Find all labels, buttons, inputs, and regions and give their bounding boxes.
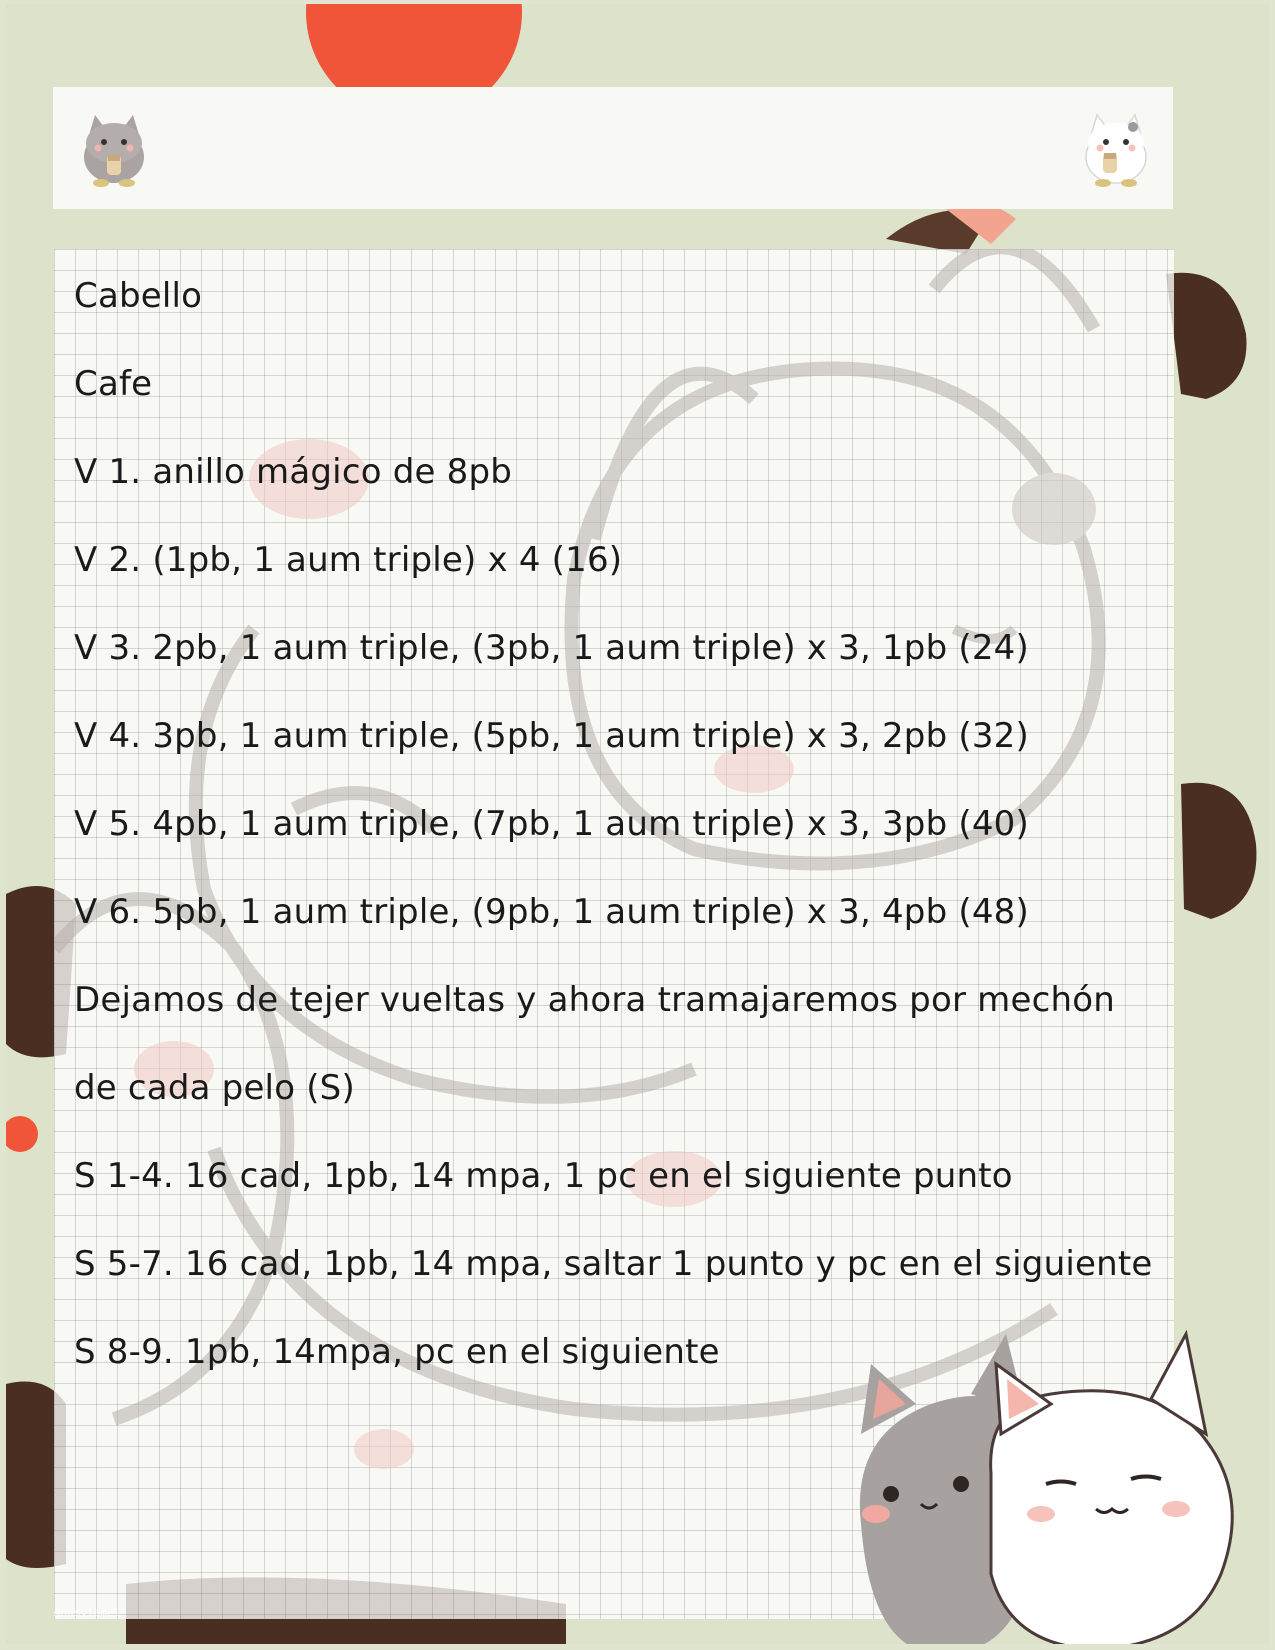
round-5: V 5. 4pb, 1 aum triple, (7pb, 1 aum triple) x 3, 3pb (40): [74, 804, 1029, 844]
round-1: V 1. anillo mágico de 8pb: [74, 452, 513, 492]
round-3: V 3. 2pb, 1 aum triple, (3pb, 1 aum triple) x 3, 1pb (24): [74, 628, 1029, 668]
pattern-color: Cafe: [74, 364, 153, 404]
gray-cat-boba-icon: [71, 105, 157, 191]
round-2: V 2. (1pb, 1 aum triple) x 4 (16): [74, 540, 623, 580]
white-cat-boba-icon: [1073, 105, 1159, 191]
header-band: [53, 87, 1173, 209]
round-6: V 6. 5pb, 1 aum triple, (9pb, 1 aum triple) x 3, 4pb (48): [74, 892, 1029, 932]
page-frame: [6, 4, 1269, 1644]
pattern-instructions: [74, 265, 1164, 1409]
strand-5-7: S 5-7. 16 cad, 1pb, 14 mpa, saltar 1 punto y pc en el siguiente: [74, 1244, 1153, 1284]
pattern-title: Cabello: [74, 276, 203, 316]
instruction-note-line-2: de cada pelo (S): [74, 1068, 355, 1108]
hugging-cats-illustration: [821, 1324, 1261, 1644]
instruction-note-line-1: Dejamos de tejer vueltas y ahora tramajaremos por mechón: [74, 980, 1115, 1020]
watermark: @nasyiamel: [54, 1606, 121, 1619]
strand-1-4: S 1-4. 16 cad, 1pb, 14 mpa, 1 pc en el siguiente punto: [74, 1156, 1013, 1196]
strand-8-9: S 8-9. 1pb, 14mpa, pc en el siguiente: [74, 1332, 720, 1372]
round-4: V 4. 3pb, 1 aum triple, (5pb, 1 aum triple) x 3, 2pb (32): [74, 716, 1029, 756]
